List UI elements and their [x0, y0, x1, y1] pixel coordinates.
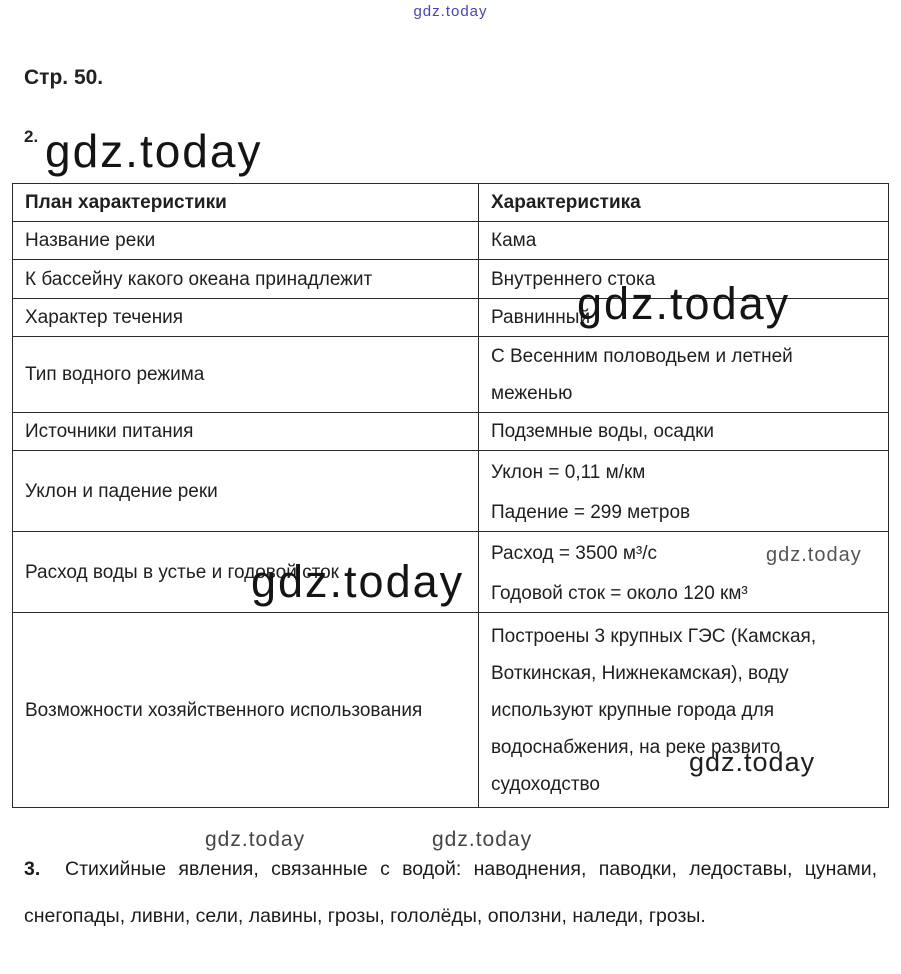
value-cell: Подземные воды, осадки — [479, 413, 889, 451]
value-line: Расход = 3500 м³/с — [491, 543, 657, 564]
watermark-gdz-below-table-right: gdz.today — [432, 828, 533, 851]
table-row — [13, 451, 889, 532]
table-row — [13, 222, 889, 260]
plan-cell: Возможности хозяйственного использования — [13, 613, 479, 808]
task3-text: Стихийные явления, связанные с водой: наводнения, паводки, ледоставы, цунами, снегопады, ливни, сели, лавины, грозы, гололёды, оползни, наледи, грозы. — [24, 858, 878, 927]
plan-cell: К бассейну какого океана принадлежит — [13, 260, 479, 299]
watermark-gdz-task2: gdz.today — [45, 125, 263, 177]
task2-number: 2. — [24, 127, 39, 146]
task3-number: 3. — [24, 858, 53, 880]
watermark-gdz-row3: gdz.today — [577, 278, 791, 329]
column-header-plan: План характеристики — [13, 184, 479, 222]
value-line: Уклон = 0,11 м/км — [491, 462, 646, 483]
value-cell: Внутреннего стока — [479, 260, 889, 299]
table-row — [13, 260, 889, 299]
watermark-gdz-row7-small: gdz.today — [766, 544, 862, 566]
plan-cell: Источники питания — [13, 413, 479, 451]
task3-paragraph — [24, 846, 877, 940]
table-row — [13, 413, 889, 451]
table-row — [13, 532, 889, 613]
table-header-row — [13, 184, 889, 222]
value-cell: Кама — [479, 222, 889, 260]
value-cell: С Весенним половодьем и летней меженью — [479, 337, 889, 413]
plan-cell: Расход воды в устье и годовой сток — [13, 532, 479, 613]
table-row — [13, 337, 889, 413]
watermark-gdz-row7-large: gdz.today — [251, 556, 465, 607]
value-line: Годовой сток = около 120 км³ — [491, 583, 748, 604]
plan-cell: Уклон и падение реки — [13, 451, 479, 532]
plan-cell: Тип водного режима — [13, 337, 479, 413]
table-row — [13, 299, 889, 337]
value-cell — [479, 451, 889, 532]
watermark-gdz-row8: gdz.today — [689, 747, 816, 777]
value-cell: Равнинный — [479, 299, 889, 337]
watermark-gdz-below-table-left: gdz.today — [205, 828, 306, 851]
table-row — [13, 613, 889, 808]
plan-cell: Название реки — [13, 222, 479, 260]
value-cell — [479, 532, 889, 613]
gdz-today-top-link[interactable]: gdz.today — [413, 3, 488, 20]
page-heading: Стр. 50. — [24, 66, 104, 89]
plan-cell: Характер течения — [13, 299, 479, 337]
column-header-characteristic: Характеристика — [479, 184, 889, 222]
value-line: Падение = 299 метров — [491, 502, 691, 523]
river-characteristics-table — [12, 183, 889, 808]
value-cell: Построены 3 крупных ГЭС (Камская, Воткинская, Нижнекамская), воду используют крупные города для водоснабжения, на реке развито судоходство — [479, 613, 889, 808]
